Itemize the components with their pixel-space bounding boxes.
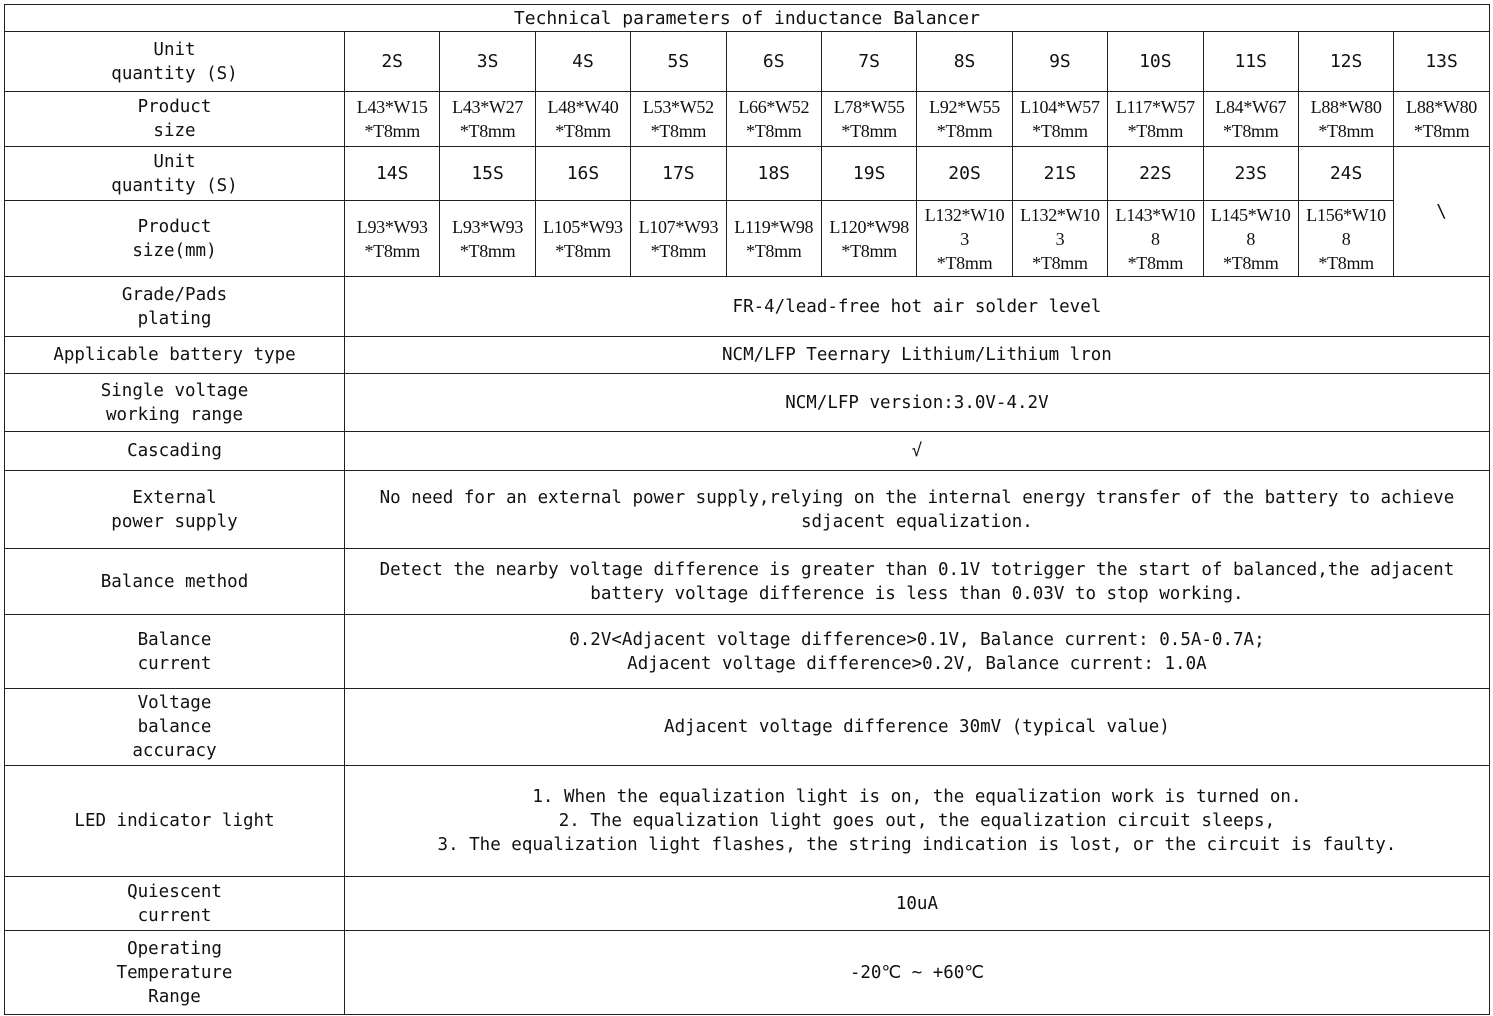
value-quiescent: 10uA <box>345 877 1490 931</box>
unit-cell: 6S <box>726 32 821 92</box>
label-led: LED indicator light <box>5 766 345 877</box>
unit-cell: 13S <box>1394 32 1490 92</box>
value-cascading: √ <box>345 432 1490 471</box>
unit-cell: 19S <box>821 147 916 201</box>
size-cell: L48*W40 *T8mm <box>535 92 630 147</box>
size-cell: L143*W10 8 *T8mm <box>1108 201 1203 277</box>
unit-cell: 18S <box>726 147 821 201</box>
size-row-1 <box>5 92 1490 147</box>
size-cell: L132*W10 3 *T8mm <box>1012 201 1107 277</box>
value-balance-method: Detect the nearby voltage difference is greater than 0.1V totrigger the start of balanced,the adjacent battery voltage difference is less than 0.03V to stop working. <box>345 549 1490 615</box>
unit-cell: 23S <box>1203 147 1298 201</box>
unit-cell: 2S <box>345 32 440 92</box>
battery-type-row <box>5 337 1490 374</box>
voltage-accuracy-row <box>5 689 1490 766</box>
label-temperature: Operating Temperature Range <box>5 931 345 1015</box>
label-balance-current: Balance current <box>5 615 345 689</box>
label-voltage-range: Single voltage working range <box>5 374 345 432</box>
unit-cell: 8S <box>917 32 1012 92</box>
label-grade: Grade/Pads plating <box>5 277 345 337</box>
empty-cell-marker: \ <box>1394 147 1490 277</box>
unit-cell: 11S <box>1203 32 1298 92</box>
grade-row <box>5 277 1490 337</box>
size-cell: L78*W55 *T8mm <box>821 92 916 147</box>
unit-row-1 <box>5 32 1490 92</box>
unit-cell: 5S <box>631 32 726 92</box>
value-voltage-accuracy: Adjacent voltage difference 30mV (typical value) <box>345 689 1490 766</box>
cascading-row <box>5 432 1490 471</box>
size-cell: L53*W52 *T8mm <box>631 92 726 147</box>
value-battery-type: NCM/LFP Teernary Lithium/Lithium lron <box>345 337 1490 374</box>
unit-cell: 22S <box>1108 147 1203 201</box>
label-quiescent: Quiescent current <box>5 877 345 931</box>
temperature-row <box>5 931 1490 1015</box>
size-cell: L88*W80 *T8mm <box>1394 92 1490 147</box>
unit-cell: 24S <box>1298 147 1393 201</box>
size-cell: L93*W93 *T8mm <box>345 201 440 277</box>
external-power-row <box>5 471 1490 549</box>
size-row-2 <box>5 201 1490 277</box>
balance-current-row <box>5 615 1490 689</box>
quiescent-row <box>5 877 1490 931</box>
unit-cell: 10S <box>1108 32 1203 92</box>
size-cell: L93*W93 *T8mm <box>440 201 535 277</box>
value-external-power: No need for an external power supply,relying on the internal energy transfer of the battery to achieve sdjacent equalization. <box>345 471 1490 549</box>
value-voltage-range: NCM/LFP version:3.0V-4.2V <box>345 374 1490 432</box>
size-cell: L43*W15 *T8mm <box>345 92 440 147</box>
label-product-size-1: Product size <box>5 92 345 147</box>
size-cell: L104*W57 *T8mm <box>1012 92 1107 147</box>
value-balance-current: 0.2V<Adjacent voltage difference>0.1V, Balance current: 0.5A-0.7A; Adjacent voltage difference>0.2V, Balance current: 1.0A <box>345 615 1490 689</box>
size-cell: L107*W93 *T8mm <box>631 201 726 277</box>
size-cell: L43*W27 *T8mm <box>440 92 535 147</box>
label-balance-method: Balance method <box>5 549 345 615</box>
unit-cell: 4S <box>535 32 630 92</box>
size-cell: L120*W98 *T8mm <box>821 201 916 277</box>
unit-cell: 17S <box>631 147 726 201</box>
unit-cell: 7S <box>821 32 916 92</box>
label-battery-type: Applicable battery type <box>5 337 345 374</box>
size-cell: L117*W57 *T8mm <box>1108 92 1203 147</box>
unit-cell: 16S <box>535 147 630 201</box>
unit-cell: 9S <box>1012 32 1107 92</box>
label-external-power: External power supply <box>5 471 345 549</box>
label-unit-quantity-2: Unit quantity (S) <box>5 147 345 201</box>
size-cell: L145*W10 8 *T8mm <box>1203 201 1298 277</box>
size-cell: L105*W93 *T8mm <box>535 201 630 277</box>
unit-cell: 12S <box>1298 32 1393 92</box>
label-product-size-mm: Product size(mm) <box>5 201 345 277</box>
label-unit-quantity-1: Unit quantity (S) <box>5 32 345 92</box>
unit-cell: 15S <box>440 147 535 201</box>
size-cell: L84*W67 *T8mm <box>1203 92 1298 147</box>
unit-cell: 20S <box>917 147 1012 201</box>
size-cell: L88*W80 *T8mm <box>1298 92 1393 147</box>
table-title: Technical parameters of inductance Balancer <box>5 5 1490 32</box>
size-cell: L132*W10 3 *T8mm <box>917 201 1012 277</box>
balance-method-row <box>5 549 1490 615</box>
size-cell: L119*W98 *T8mm <box>726 201 821 277</box>
unit-row-2 <box>5 147 1490 201</box>
spec-table <box>4 4 1490 1015</box>
label-cascading: Cascading <box>5 432 345 471</box>
size-cell: L66*W52 *T8mm <box>726 92 821 147</box>
led-row <box>5 766 1490 877</box>
label-voltage-accuracy: Voltage balance accuracy <box>5 689 345 766</box>
value-led: 1. When the equalization light is on, the equalization work is turned on. 2. The equalization light goes out, the equalization circuit sleeps, 3. The equalization light flashes, the string indication is lost, or the circuit is faulty. <box>345 766 1490 877</box>
value-temperature: -20℃ ~ +60℃ <box>345 931 1490 1015</box>
voltage-range-row <box>5 374 1490 432</box>
size-cell: L156*W10 8 *T8mm <box>1298 201 1393 277</box>
value-grade: FR-4/lead-free hot air solder level <box>345 277 1490 337</box>
unit-cell: 14S <box>345 147 440 201</box>
unit-cell: 21S <box>1012 147 1107 201</box>
size-cell: L92*W55 *T8mm <box>917 92 1012 147</box>
unit-cell: 3S <box>440 32 535 92</box>
